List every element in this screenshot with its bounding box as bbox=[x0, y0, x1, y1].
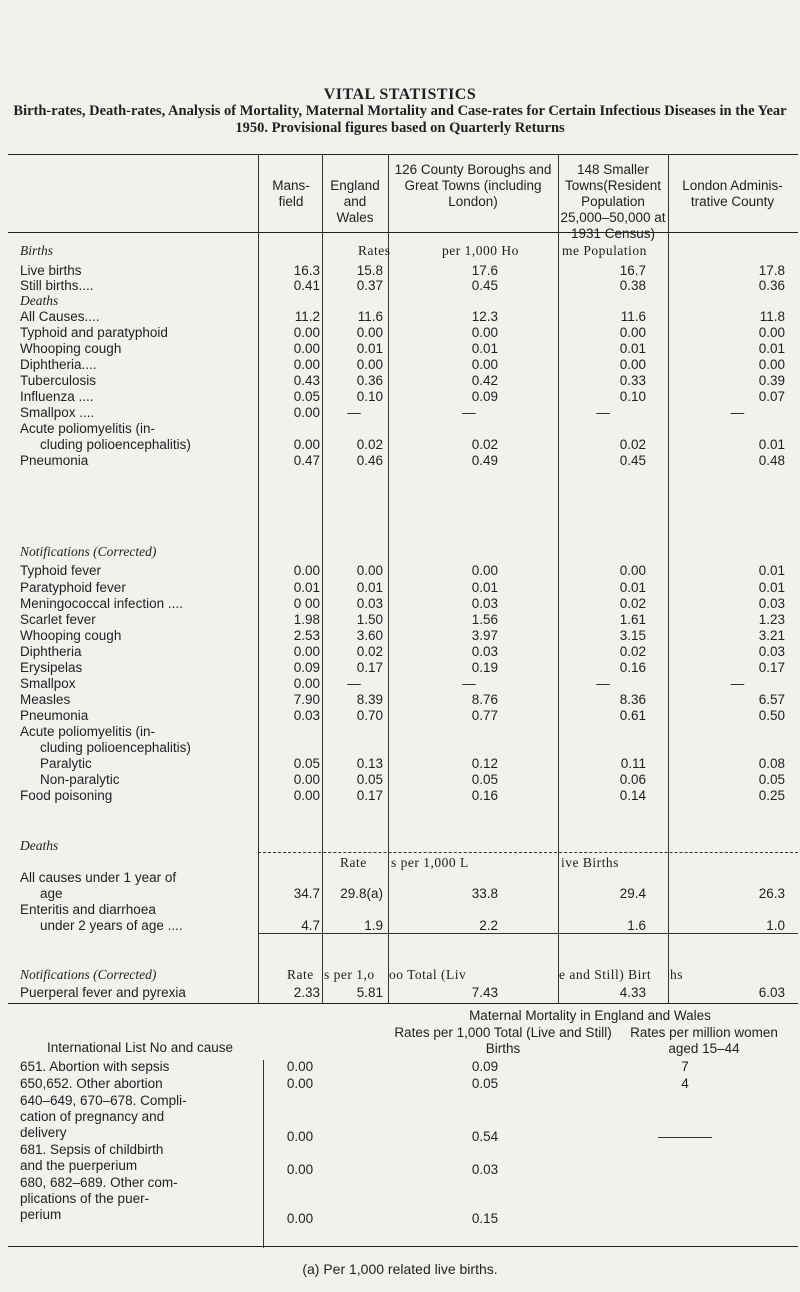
row-value: 7.90 bbox=[293, 692, 320, 707]
row-value: 4.7 bbox=[301, 918, 320, 933]
row-value: 0.12 bbox=[471, 756, 498, 771]
row-label: Typhoid fever bbox=[20, 563, 102, 578]
row-label: Diphtheria.... bbox=[20, 357, 97, 372]
row-value: 0.70 bbox=[356, 708, 383, 723]
row-value: 0.00 bbox=[293, 357, 320, 372]
maternal-mansfield: 0.00 bbox=[286, 1211, 314, 1226]
row-value: 0.00 bbox=[619, 563, 646, 578]
row-value: 0.00 bbox=[356, 325, 383, 340]
row-value: 8.76 bbox=[471, 692, 498, 707]
row-value: 0.01 bbox=[619, 341, 646, 356]
row-value: 0.05 bbox=[293, 756, 320, 771]
row-value: 3.21 bbox=[758, 628, 785, 643]
row-value: 11.8 bbox=[759, 309, 785, 324]
row-value: 0.17 bbox=[356, 788, 383, 803]
row-value: 8.39 bbox=[356, 692, 383, 707]
row-value: 26.3 bbox=[758, 886, 785, 901]
row-value: 0.07 bbox=[758, 389, 785, 404]
row-value: 17.8 bbox=[758, 263, 785, 278]
row-value: 1.98 bbox=[293, 612, 320, 627]
row-value: 0.33 bbox=[619, 373, 646, 388]
row-value: 0.00 bbox=[619, 325, 646, 340]
maternal-rate-million: 7 bbox=[681, 1059, 689, 1074]
row-value: — bbox=[730, 405, 745, 420]
row-value: — bbox=[596, 676, 610, 691]
row-value: 0.41 bbox=[293, 278, 320, 293]
maternal-header-col2: Rates per million women aged 15–44 bbox=[630, 1025, 778, 1056]
maternal-header-title: Maternal Mortality in England and Wales bbox=[469, 1008, 711, 1023]
row-value: 0.01 bbox=[758, 580, 785, 595]
footnote: (a) Per 1,000 related live births. bbox=[302, 1261, 498, 1277]
table-header-rule bbox=[8, 232, 798, 233]
col-header-london: London Adminis- trative County bbox=[682, 178, 783, 209]
row-value: 0.02 bbox=[619, 437, 646, 452]
row-value: 0.02 bbox=[356, 437, 383, 452]
row-value: 0.48 bbox=[758, 453, 785, 468]
row-value: 0.00 bbox=[356, 563, 383, 578]
row-label: Erysipelas bbox=[20, 660, 83, 675]
maternal-rate-total: 0.15 bbox=[471, 1211, 499, 1226]
row-value: 0.45 bbox=[619, 453, 646, 468]
row-value: 0.03 bbox=[356, 596, 383, 611]
row-label: All Causes.... bbox=[20, 309, 100, 324]
band-rule bbox=[258, 933, 798, 934]
row-value: 0.16 bbox=[619, 660, 646, 675]
row-value: 0.17 bbox=[356, 660, 383, 675]
section-births: Births bbox=[20, 243, 54, 258]
row-label: Scarlet fever bbox=[20, 612, 96, 627]
row-value: 0.00 bbox=[758, 325, 785, 340]
row-value: — bbox=[347, 405, 361, 420]
row-label: Enteritis and diarrhoea bbox=[20, 902, 156, 917]
row-value: 0.00 bbox=[293, 772, 320, 787]
row-label: Smallpox .... bbox=[20, 405, 95, 420]
row-value: 0.01 bbox=[293, 580, 320, 595]
col-divider bbox=[388, 154, 389, 1004]
row-value: 6.57 bbox=[758, 692, 785, 707]
row-value: 0.03 bbox=[471, 644, 498, 659]
row-value: 29.8(a) bbox=[340, 886, 383, 901]
row-value: 0 00 bbox=[293, 596, 320, 611]
row-label: Live births bbox=[20, 263, 82, 278]
maternal-header-left: International List No and cause bbox=[46, 1040, 234, 1055]
maternal-cause: delivery bbox=[20, 1125, 67, 1140]
row-value: — bbox=[462, 405, 476, 420]
row-value: 0.01 bbox=[356, 580, 383, 595]
row-value: 0.02 bbox=[471, 437, 498, 452]
row-value: 0.02 bbox=[619, 644, 646, 659]
row-value: 0.00 bbox=[293, 437, 320, 452]
row-label: Meningococcal infection .... bbox=[20, 596, 183, 611]
row-label: Food poisoning bbox=[20, 788, 113, 803]
band-label: hs bbox=[670, 967, 684, 982]
row-label: Smallpox bbox=[20, 676, 76, 691]
maternal-cause: 651. Abortion with sepsis bbox=[20, 1059, 170, 1074]
maternal-rate-total: 0.09 bbox=[471, 1059, 499, 1074]
band-rule bbox=[258, 852, 798, 853]
maternal-mansfield: 0.00 bbox=[286, 1162, 314, 1177]
row-value: 3.15 bbox=[619, 628, 646, 643]
row-value: 0.42 bbox=[471, 373, 498, 388]
row-label: All causes under 1 year of bbox=[20, 870, 177, 885]
row-value: 0.00 bbox=[293, 341, 320, 356]
col-divider bbox=[322, 154, 323, 1004]
row-value: 11.6 bbox=[620, 309, 646, 324]
row-value: 0.01 bbox=[758, 437, 785, 452]
row-label: Acute poliomyelitis (in- bbox=[20, 421, 156, 436]
row-value: 15.8 bbox=[356, 263, 383, 278]
col-divider bbox=[558, 154, 559, 1004]
band-label: Rate bbox=[340, 855, 367, 870]
row-value: 0.25 bbox=[758, 788, 785, 803]
row-value: 0.01 bbox=[619, 580, 646, 595]
row-label: Paralytic bbox=[40, 756, 92, 771]
row-value: 0.37 bbox=[356, 278, 383, 293]
row-value: 1.61 bbox=[619, 612, 646, 627]
row-value: 0.00 bbox=[293, 325, 320, 340]
row-value: 0.01 bbox=[471, 341, 498, 356]
row-value: 0.02 bbox=[356, 644, 383, 659]
row-value: 0.09 bbox=[293, 660, 320, 675]
band-label: ive Births bbox=[561, 855, 619, 870]
row-value: 0.17 bbox=[758, 660, 785, 675]
row-value: 0.10 bbox=[356, 389, 383, 404]
band-label: s per 1,o bbox=[324, 967, 375, 982]
row-label: Measles bbox=[20, 692, 71, 707]
maternal-cause: plications of the puer- bbox=[20, 1191, 150, 1206]
row-value: 12.3 bbox=[471, 309, 498, 324]
maternal-cause: 680, 682–689. Other com- bbox=[20, 1175, 178, 1190]
row-value: 0.00 bbox=[293, 563, 320, 578]
row-value: 0.00 bbox=[619, 357, 646, 372]
row-value: — bbox=[596, 405, 610, 420]
row-value: 0.03 bbox=[758, 644, 785, 659]
row-value: 0.16 bbox=[471, 788, 498, 803]
row-value: 0.00 bbox=[293, 644, 320, 659]
row-label: Acute poliomyelitis (in- bbox=[20, 724, 156, 739]
row-value: 0.49 bbox=[471, 453, 498, 468]
table-top-rule bbox=[8, 154, 798, 155]
row-value: 2.53 bbox=[293, 628, 320, 643]
row-value: 3.97 bbox=[471, 628, 498, 643]
maternal-bottom-rule bbox=[8, 1246, 798, 1247]
row-label: Whooping cough bbox=[20, 341, 122, 356]
maternal-rate-total: 0.05 bbox=[471, 1076, 499, 1091]
maternal-cause: cation of pregnancy and bbox=[20, 1109, 165, 1124]
row-value: 16.3 bbox=[293, 263, 320, 278]
row-label: cluding polioencephalitis) bbox=[40, 437, 191, 452]
row-value: 0.01 bbox=[758, 563, 785, 578]
row-value: 7.43 bbox=[471, 985, 498, 1000]
row-label: Influenza .... bbox=[20, 389, 94, 404]
band-label: Rates bbox=[358, 243, 391, 258]
maternal-mansfield: 0.00 bbox=[286, 1059, 314, 1074]
row-value: — bbox=[462, 676, 476, 691]
col-divider bbox=[263, 1060, 264, 1248]
row-value: 16.7 bbox=[619, 263, 646, 278]
band-label: per 1,000 Ho bbox=[442, 243, 519, 258]
band-label: me Population bbox=[562, 243, 647, 258]
row-value: 3.60 bbox=[356, 628, 383, 643]
row-value: 0.02 bbox=[619, 596, 646, 611]
row-value: 0.00 bbox=[471, 563, 498, 578]
row-value: 1.6 bbox=[627, 918, 646, 933]
row-value: 0.09 bbox=[471, 389, 498, 404]
row-value: 1.23 bbox=[758, 612, 785, 627]
row-value: 0.00 bbox=[293, 405, 320, 420]
row-value: 2.2 bbox=[479, 918, 498, 933]
row-value: 0.43 bbox=[293, 373, 320, 388]
row-label: Whooping cough bbox=[20, 628, 122, 643]
maternal-rate-million: 4 bbox=[681, 1076, 689, 1091]
row-value: 5.81 bbox=[356, 985, 383, 1000]
row-value: 0.00 bbox=[758, 357, 785, 372]
row-value: 0.77 bbox=[471, 708, 498, 723]
maternal-cause: 650,652. Other abortion bbox=[20, 1076, 163, 1091]
section-deaths: Deaths bbox=[20, 293, 59, 308]
row-value: 0.36 bbox=[758, 278, 785, 293]
row-value: 0.38 bbox=[619, 278, 646, 293]
row-value: 0.00 bbox=[293, 788, 320, 803]
maternal-mansfield: 0.00 bbox=[286, 1129, 314, 1144]
row-label: Still births.... bbox=[20, 278, 94, 293]
row-value: 0.01 bbox=[356, 341, 383, 356]
maternal-mansfield: 0.00 bbox=[286, 1076, 314, 1091]
row-value: 0.61 bbox=[619, 708, 646, 723]
row-value: 0.14 bbox=[619, 788, 646, 803]
row-value: 2.33 bbox=[293, 985, 320, 1000]
row-value: 29.4 bbox=[619, 886, 646, 901]
section-notifications: Notifications (Corrected) bbox=[20, 544, 157, 559]
row-value: 11.2 bbox=[294, 309, 320, 324]
maternal-rate-total: 0.03 bbox=[471, 1162, 499, 1177]
band-label: e and Still) Birt bbox=[559, 967, 652, 982]
row-value: 8.36 bbox=[619, 692, 646, 707]
row-value: 0.00 bbox=[471, 325, 498, 340]
row-value: 0.39 bbox=[758, 373, 785, 388]
row-value: 0.00 bbox=[356, 357, 383, 372]
row-value: 0.03 bbox=[758, 596, 785, 611]
row-value: 1.56 bbox=[471, 612, 498, 627]
row-value: 0.03 bbox=[293, 708, 320, 723]
row-value: 0.05 bbox=[758, 772, 785, 787]
row-value: 0.45 bbox=[471, 278, 498, 293]
col-header-mansfield: Mans- field bbox=[272, 178, 310, 209]
maternal-cause: perium bbox=[20, 1207, 62, 1222]
row-value: 0.13 bbox=[356, 756, 383, 771]
row-value: 0.01 bbox=[471, 580, 498, 595]
row-value: 17.6 bbox=[471, 263, 498, 278]
row-value: 0.00 bbox=[471, 357, 498, 372]
row-value: 0.50 bbox=[758, 708, 785, 723]
page-title: VITAL STATISTICS bbox=[323, 86, 477, 103]
row-value: 0.05 bbox=[293, 389, 320, 404]
band-label: oo Total (Liv bbox=[389, 967, 467, 982]
row-value: 0.47 bbox=[293, 453, 320, 468]
maternal-cause: 640–649, 670–678. Compli- bbox=[20, 1093, 187, 1108]
row-value: 0.06 bbox=[619, 772, 646, 787]
col-header-england: England and Wales bbox=[330, 178, 380, 225]
row-value: 0.10 bbox=[619, 389, 646, 404]
row-value: 11.6 bbox=[357, 309, 383, 324]
row-value: 0.19 bbox=[471, 660, 498, 675]
row-value: 0.00 bbox=[293, 676, 320, 691]
maternal-rate-total: 0.54 bbox=[471, 1129, 499, 1144]
row-label: Non-paralytic bbox=[40, 772, 120, 787]
section-deaths-infant: Deaths bbox=[20, 838, 59, 853]
row-value: 34.7 bbox=[293, 886, 320, 901]
row-value: 1.9 bbox=[364, 918, 383, 933]
row-label: Pneumonia bbox=[20, 453, 89, 468]
row-value: — bbox=[730, 676, 745, 691]
band-label: s per 1,000 L bbox=[391, 855, 469, 870]
row-value: 1.50 bbox=[356, 612, 383, 627]
row-value: 0.11 bbox=[620, 756, 646, 771]
row-label: under 2 years of age .... bbox=[40, 918, 183, 933]
row-value: — bbox=[347, 676, 361, 691]
row-label: Puerperal fever and pyrexia bbox=[20, 985, 186, 1000]
maternal-rate-million: ———— bbox=[658, 1129, 712, 1144]
row-label: age bbox=[40, 886, 63, 901]
row-value: 0.01 bbox=[758, 341, 785, 356]
maternal-cause: and the puerperium bbox=[20, 1158, 138, 1173]
row-label: Typhoid and paratyphoid bbox=[20, 325, 168, 340]
row-label: Paratyphoid fever bbox=[20, 580, 126, 595]
table-bottom-rule bbox=[8, 1003, 798, 1004]
row-value: 0.05 bbox=[471, 772, 498, 787]
row-value: 0.46 bbox=[356, 453, 383, 468]
row-value: 0.36 bbox=[356, 373, 383, 388]
row-value: 0.03 bbox=[471, 596, 498, 611]
row-value: 1.0 bbox=[766, 918, 785, 933]
row-value: 6.03 bbox=[758, 985, 785, 1000]
band-label: Rate bbox=[287, 967, 314, 982]
row-label: Tuberculosis bbox=[20, 373, 97, 388]
maternal-header-col1: Rates per 1,000 Total (Live and Still) Births bbox=[394, 1025, 612, 1056]
col-divider bbox=[668, 154, 669, 1004]
col-header-county-boroughs: 126 County Boroughs and Great Towns (including London) bbox=[394, 162, 552, 209]
row-value: 4.33 bbox=[619, 985, 646, 1000]
page-subtitle: Birth-rates, Death-rates, Analysis of Mortality, Maternal Mortality and Case-rates for Certain Infectious Diseases in the Year 1950. Provisional figures based on Quarterly Returns bbox=[13, 103, 787, 136]
row-value: 33.8 bbox=[471, 886, 498, 901]
maternal-cause: 681. Sepsis of childbirth bbox=[20, 1142, 164, 1157]
row-label: Pneumonia bbox=[20, 708, 89, 723]
section-notifications-puerperal: Notifications (Corrected) bbox=[20, 967, 157, 982]
row-label: Diphtheria bbox=[20, 644, 82, 659]
row-label: cluding polioencephalitis) bbox=[40, 740, 191, 755]
row-value: 0.05 bbox=[356, 772, 383, 787]
col-header-smaller-towns: 148 Smaller Towns(Resident Population 25,000–50,000 at 1931 Census) bbox=[560, 162, 666, 241]
row-value: 0.08 bbox=[758, 756, 785, 771]
